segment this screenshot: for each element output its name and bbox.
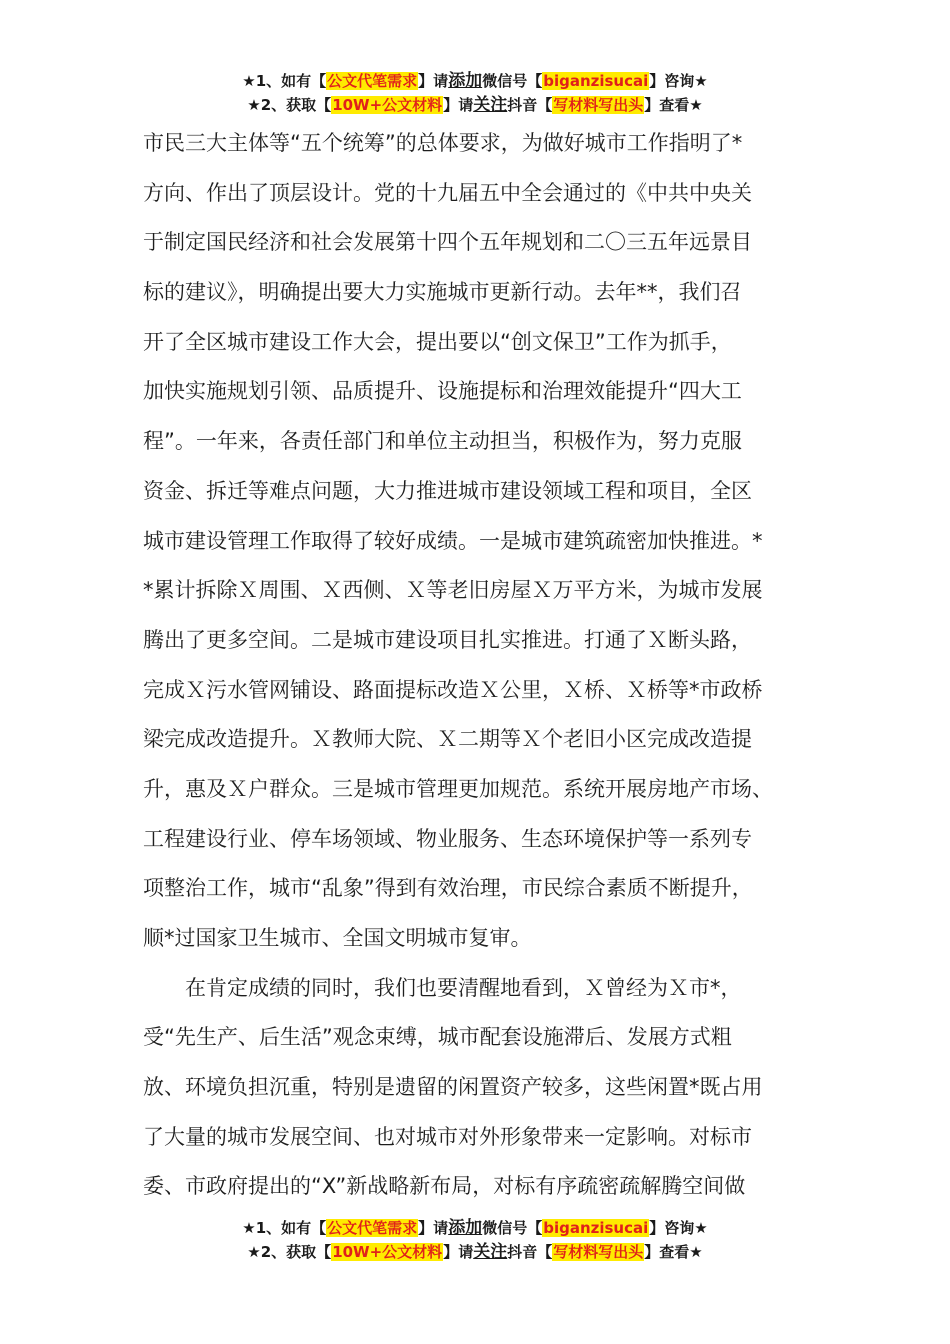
body-line: 开了全区城市建设工作大会，提出要以“创文保卫”工作为抓手， (143, 329, 732, 354)
body-line: 腾出了更多空间。二是城市建设项目扎实推进。打通了Ｘ断头路， (143, 627, 752, 652)
body-line: 梁完成改造提升。Ｘ教师大院、Ｘ二期等Ｘ个老旧小区完成改造提 (143, 727, 752, 752)
body-line: 委、市政府提出的“X”新战略新布局，对标有序疏密疏解腾空间做 (143, 1174, 746, 1199)
header-promo-banner (0, 69, 950, 117)
star-icon: ★ (694, 1219, 708, 1237)
body-line: 方向、作出了顶层设计。党的十九届五中全会通过的《中共中央关 (143, 180, 752, 205)
body-line: 项整治工作，城市“乱象”得到有效治理，市民综合素质不断提升， (143, 876, 753, 901)
promo-text: 抖音【 (507, 1243, 553, 1261)
promo-text: 】咨询 (649, 72, 695, 90)
promo-highlight: 公文代笔需求 (327, 72, 418, 90)
wechat-id-highlight: biganzisucai (543, 1219, 649, 1237)
body-line: 了大量的城市发展空间、也对城市对外形象带来一定影响。对标市 (143, 1124, 752, 1149)
promo-text: 2、获取【 (260, 1243, 332, 1261)
douyin-highlight: 写材料写出头 (553, 1243, 644, 1261)
promo-text: 】请 (418, 72, 449, 90)
promo-text: 】咨询 (649, 1219, 695, 1237)
wechat-id-highlight: biganzisucai (543, 72, 649, 90)
body-line: 顺*过国家卫生城市、全国文明城市复审。 (143, 926, 532, 950)
body-line: 放、环境负担沉重，特别是遗留的闲置资产较多，这些闲置*既占用 (143, 1075, 763, 1100)
promo-emphasis: 关注 (473, 95, 508, 115)
promo-highlight: 10W+公文材料 (332, 1243, 443, 1261)
star-icon: ★ (689, 1243, 703, 1261)
promo-text: 】查看 (644, 1243, 690, 1261)
promo-text: 】查看 (644, 96, 690, 114)
body-line: 资金、拆迁等难点问题，大力推进城市建设领域工程和项目，全区 (143, 478, 752, 503)
promo-emphasis: 关注 (473, 1242, 508, 1262)
promo-line-2 (0, 1240, 950, 1264)
star-icon: ★ (689, 96, 703, 114)
body-line: 城市建设管理工作取得了较好成绩。一是城市建筑疏密加快推进。* (143, 528, 763, 553)
body-line: 受“先生产、后生活”观念束缚，城市配套设施滞后、发展方式粗 (143, 1025, 732, 1050)
promo-text: 】请 (418, 1219, 449, 1237)
promo-text: 1、如有【 (255, 1219, 327, 1237)
body-line: 程”。一年来，各责任部门和单位主动担当，积极作为，努力克服 (143, 429, 742, 454)
promo-highlight: 10W+公文材料 (332, 96, 443, 114)
promo-text: 】请 (443, 1243, 474, 1261)
promo-text: 微信号【 (482, 72, 543, 90)
star-icon: ★ (242, 1219, 256, 1237)
promo-text: 】请 (443, 96, 474, 114)
promo-text: 2、获取【 (260, 96, 332, 114)
body-line: 于制定国民经济和社会发展第十四个五年规划和二〇三五年远景目 (143, 230, 752, 255)
footer-promo-banner (0, 1216, 950, 1264)
body-line: *累计拆除Ｘ周围、Ｘ西侧、Ｘ等老旧房屋Ｘ万平方米，为城市发展 (143, 578, 763, 603)
body-line: 加快实施规划引领、品质提升、设施提标和治理效能提升“四大工 (143, 379, 742, 404)
star-icon: ★ (247, 1243, 261, 1261)
promo-text: 抖音【 (507, 96, 553, 114)
star-icon: ★ (247, 96, 261, 114)
body-line: 在肯定成绩的同时，我们也要清醒地看到，Ｘ曾经为Ｘ市*， (143, 975, 742, 1000)
promo-highlight: 公文代笔需求 (327, 1219, 418, 1237)
promo-line-1 (0, 1216, 950, 1240)
body-line: 标的建议》，明确提出要大力实施城市更新行动。去年**，我们召 (143, 280, 742, 305)
star-icon: ★ (242, 72, 256, 90)
document-body (143, 119, 807, 1212)
promo-line-1 (0, 69, 950, 93)
promo-line-2 (0, 93, 950, 117)
douyin-highlight: 写材料写出头 (553, 96, 644, 114)
promo-emphasis: 添加 (448, 71, 483, 91)
body-line: 完成Ｘ污水管网铺设、路面提标改造Ｘ公里，Ｘ桥、Ｘ桥等*市政桥 (143, 677, 763, 702)
body-line: 工程建设行业、停车场领域、物业服务、生态环境保护等一系列专 (143, 826, 752, 851)
promo-text: 1、如有【 (255, 72, 327, 90)
body-line: 市民三大主体等“五个统筹”的总体要求，为做好城市工作指明了* (143, 131, 743, 155)
star-icon: ★ (694, 72, 708, 90)
body-line: 升，惠及Ｘ户群众。三是城市管理更加规范。系统开展房地产市场、 (143, 776, 773, 801)
promo-text: 微信号【 (482, 1219, 543, 1237)
promo-emphasis: 添加 (448, 1218, 483, 1238)
